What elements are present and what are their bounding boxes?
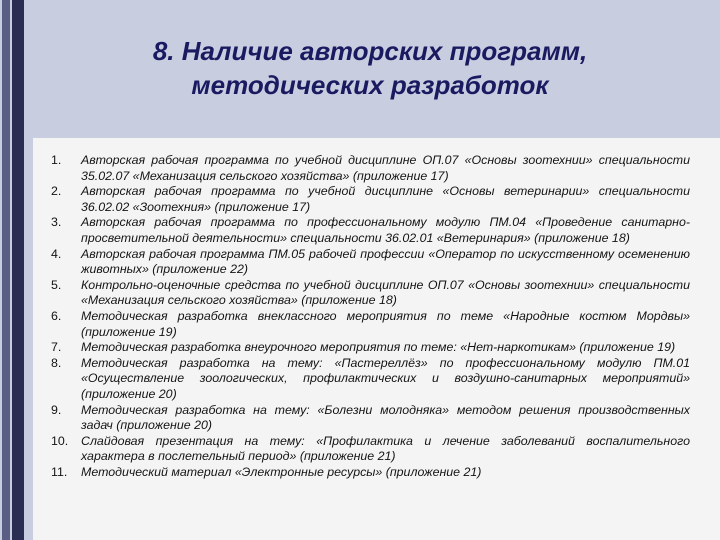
list-item: [51, 215, 690, 246]
list-item: [51, 340, 690, 356]
list-item-text: Методическая разработка внеурочного мероприятия по теме: «Нет-наркотикам» (приложение 19): [81, 340, 676, 355]
decorative-edge-bars: [0, 0, 32, 540]
list-item: [51, 465, 690, 481]
list-item: [51, 184, 690, 215]
list-item-text: Авторская рабочая программа ПМ.05 рабочей профессии «Оператор по искусственному осеменению животных» (приложение 22): [81, 246, 690, 277]
list-item: [51, 247, 690, 278]
program-list: [51, 153, 690, 480]
list-item-number: 11.: [51, 464, 68, 479]
list-item-number: 3.: [51, 215, 62, 230]
list-item-number: 1.: [51, 153, 62, 167]
edge-bar-light: [2, 0, 10, 540]
list-item-text: Авторская рабочая программа по профессиональному модулю ПМ.04 «Проведение санитарно-просветительной деятельности» специальности 36.02.01 «Ветеринария» (приложение 18): [81, 215, 690, 245]
list-item-text: Методическая разработка на тему: «Пастереллёз» по профессиональному модулю ПМ.01 «Осуществление зоологических, профилактических и воздушно-санитарных мероприятий» (приложение 20): [81, 355, 690, 401]
slide-title-line1: 8. Наличие авторских программ,: [152, 36, 588, 66]
list-item-text: Контрольно-оценочные средства по учебной дисциплине ОП.07 «Основы зоотехнии» специальности «Механизация сельского хозяйства» (приложение 18): [81, 277, 690, 308]
list-item-text: Методическая разработка на тему: «Болезни молодняка» методом решения производственных задач (приложение 20): [81, 402, 690, 433]
list-item-text: Методический материал «Электронные ресурсы» (приложение 21): [81, 464, 482, 479]
list-item-text: Методическая разработка внеклассного мероприятия по теме «Народные костюм Мордвы» (приложение 19): [81, 308, 690, 339]
list-item: [51, 356, 690, 403]
list-item-text: Авторская рабочая программа по учебной дисциплине ОП.07 «Основы зоотехнии» специальности 35.02.07 «Механизация сельского хозяйства» (приложение 17): [81, 153, 690, 183]
content-panel: [33, 138, 720, 540]
list-item-number: 10.: [51, 433, 69, 448]
slide-title-line2: методических разработок: [191, 70, 549, 100]
list-item-number: 9.: [51, 402, 62, 417]
slide-title: [40, 34, 700, 102]
list-item-number: 7.: [51, 340, 62, 355]
edge-bar-dark: [12, 0, 24, 540]
list-item-number: 8.: [51, 355, 62, 370]
list-item: [51, 309, 690, 340]
list-item-text: Авторская рабочая программа по учебной дисциплине «Основы ветеринарии» специальности 36.02.02 «Зоотехния» (приложение 17): [81, 184, 690, 214]
list-item-number: 2.: [51, 184, 62, 199]
list-item: [51, 153, 690, 184]
list-item-text: Слайдовая презентация на тему: «Профилактика и лечение заболеваний воспалительного характера в послетельный период» (приложение 21): [81, 433, 690, 464]
list-item: [51, 278, 690, 309]
list-item: [51, 434, 690, 465]
list-item-number: 5.: [51, 277, 62, 292]
list-item: [51, 403, 690, 434]
list-item-number: 6.: [51, 308, 62, 323]
list-item-number: 4.: [51, 246, 62, 261]
